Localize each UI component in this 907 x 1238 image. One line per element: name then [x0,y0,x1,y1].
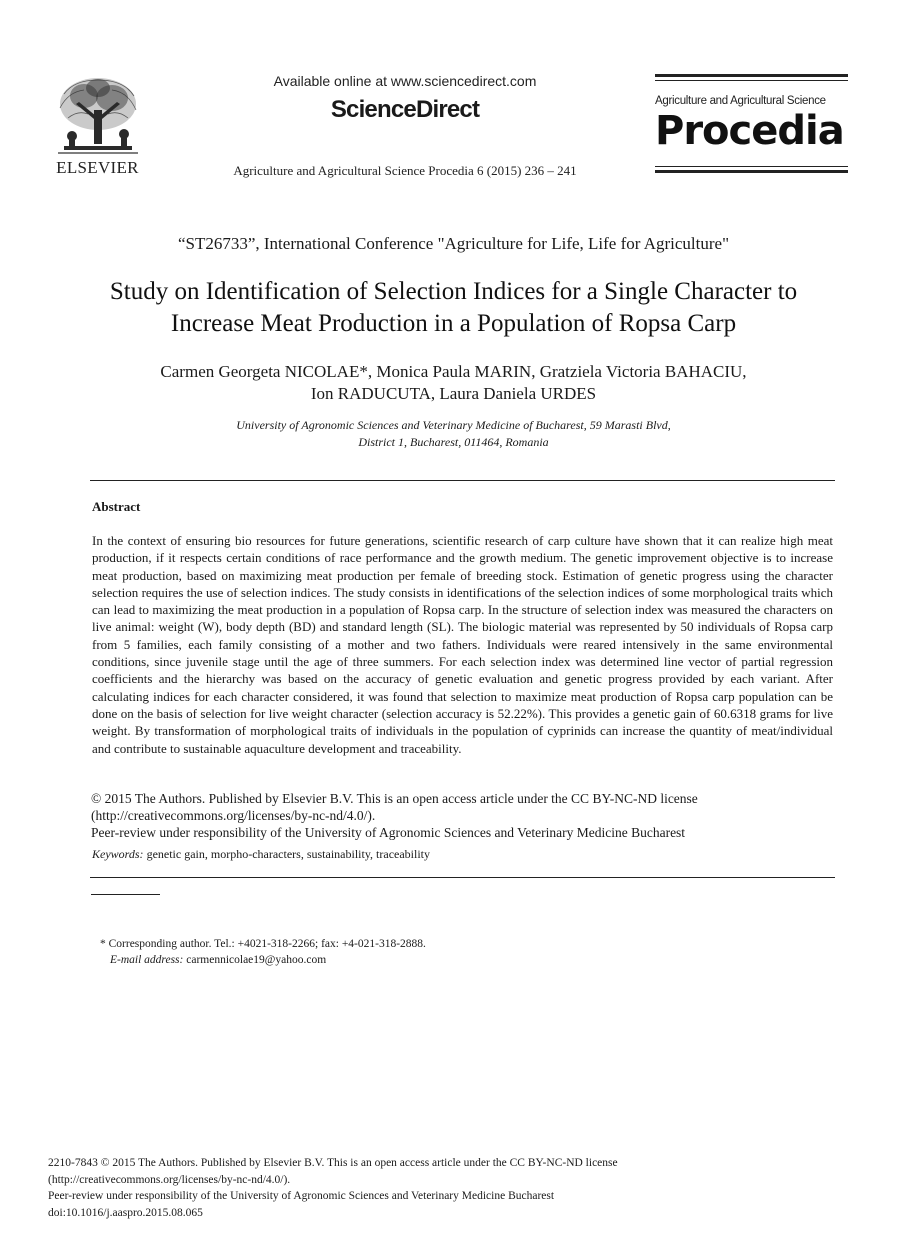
abstract-heading: Abstract [92,499,141,514]
journal-reference: Agriculture and Agricultural Science Procedia 6 (2015) 236 – 241 [233,163,577,178]
corresponding-author: * Corresponding author. Tel.: +4021-318-2266; fax: +4-021-318-2888. [100,938,426,950]
rule-top-thin [655,80,848,81]
keywords-label: Keywords: [92,847,144,861]
email-line [100,952,700,968]
email-address[interactable]: carmennicolae19@yahoo.com [186,954,327,966]
authors-line: Carmen Georgeta NICOLAE*, Monica Paula MARIN, Gratziela Victoria BAHACIU, [160,362,747,381]
keywords [92,847,430,862]
divider-top [90,480,835,481]
email-label: E-mail address: [110,954,184,966]
authors-line: Ion RADUCUTA, Laura Daniela URDES [310,384,597,403]
doi[interactable]: doi:10.1016/j.aaspro.2015.08.065 [48,1206,203,1219]
title-line: Increase Meat Production in a Population of Ropsa Carp [170,310,737,337]
publisher-name: ELSEVIER [56,158,139,177]
peer-review-line: Peer-review under responsibility of the University of Agronomic Sciences and Veterinary Medicine Bucharest [91,825,686,840]
footer-peer-review: Peer-review under responsibility of the University of Agronomic Sciences and Veterinary Medicine Bucharest [48,1190,555,1202]
author-list [60,361,847,405]
available-online-text: Available online at www.sciencedirect.com [273,73,537,89]
footer-license-link[interactable]: (http://creativecommons.org/licenses/by-nc-nd/4.0/). [48,1173,291,1186]
sciencedirect-logo: ScienceDirect [330,96,480,123]
license-link[interactable]: (http://creativecommons.org/licenses/by-nc-nd/4.0/). [91,808,376,823]
elsevier-tree-icon [54,74,142,156]
title-line: Study on Identification of Selection Indices for a Single Character to [109,278,798,305]
journal-name: Procedia [655,108,844,154]
copyright-notice [91,790,832,841]
rule-bottom-thin [655,166,848,167]
rule-bottom [655,170,848,173]
affiliation-line: University of Agronomic Sciences and Veterinary Medicine of Bucharest, 59 Marasti Blvd, [236,418,671,432]
copyright-line: © 2015 The Authors. Published by Elsevier B.V. This is an open access article under the CC BY-NC-ND license [91,791,698,806]
procedia-logo [655,74,848,178]
footnote-rule [91,894,160,895]
corresponding-author-footnote [100,936,700,968]
rule-top [655,74,848,77]
affiliation [120,417,787,451]
issn-copyright: 2210-7843 © 2015 The Authors. Published by Elsevier B.V. This is an open access article under the CC BY-NC-ND license [48,1157,618,1169]
article-title [60,276,847,340]
publication-footer [48,1155,808,1221]
conference-name: “ST26733”, International Conference "Agriculture for Life, Life for Agriculture" [177,234,730,253]
elsevier-logo [50,74,145,179]
keywords-list: genetic gain, morpho-characters, sustainability, traceability [146,847,431,861]
divider-bottom [90,877,835,878]
journal-subtitle: Agriculture and Agricultural Science [655,95,826,107]
abstract-body: In the context of ensuring bio resources for future generations, scientific research of carp culture have shown that it can realize high meat production, if it respects certain conditions of race performance and the growth medium. The genetic improvement objective is to increase meat production, based on maximizing meat production per female of breeding stock. Estimation of genetic progress using the character selection requires the use of selection indices. The study consists in identifications of the selection indices of some morphological traits which can lead to maximizing the meat production in a population of Ropsa carp. In the structure of selection index was measured the characters on live animal: weight (W), body depth (BD) and standard length (SL). The biologic material was represented by 50 individuals of Ropsa carp from 5 families, each family consisting of a mother and two fathers. Individuals were reared intensively in the same environmental conditions, since juvenile stage until the age of three summers. For each selection index was determined line vector of partial regression coefficients and the hierarchy was based on the accuracy of genetic evaluation and genetic progress provided by each variant. After calculating indices for each character considered, it was found that selection to maximize meat production of Ropsa carp population can be done on the basis of selection for live weight character (selection accuracy is 52.22%). This provides a genetic gain of 60.6318 grams for live weight. By transformation of morphological traits of individuals in the population of cyprinids can increase the quantity of meat/individual and contribute to sustainable aquaculture development and traceability. [92,533,833,756]
affiliation-line: District 1, Bucharest, 011464, Romania [358,435,549,449]
